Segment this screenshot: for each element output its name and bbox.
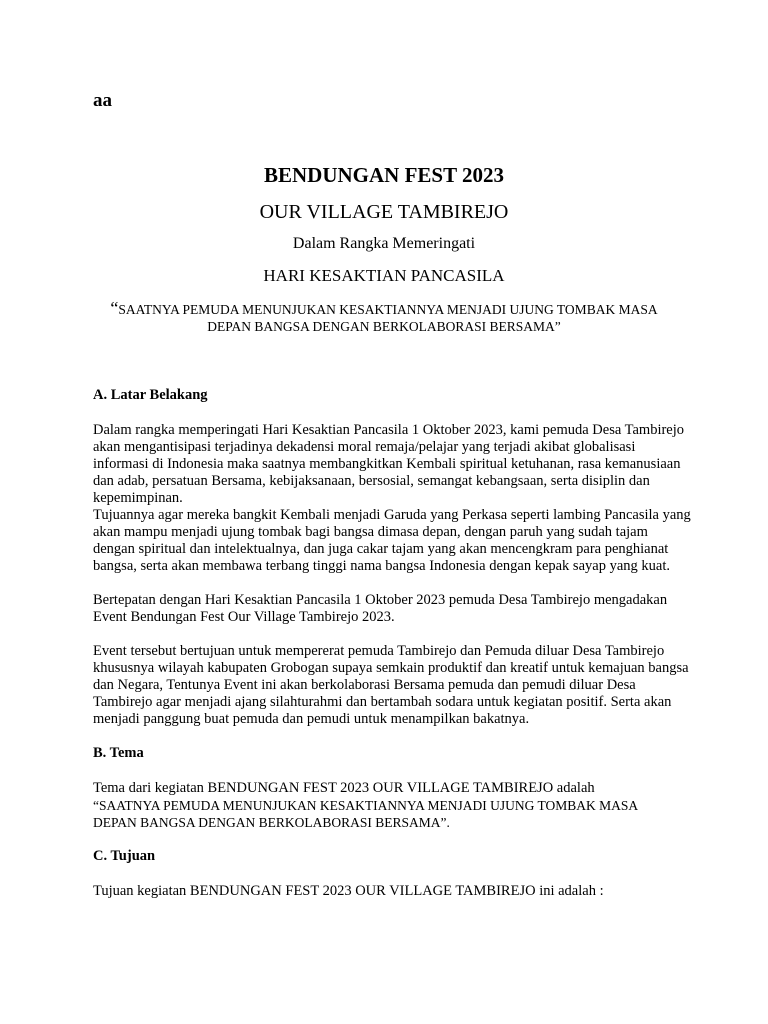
document-subtitle: OUR VILLAGE TAMBIREJO	[259, 201, 509, 223]
paragraph-latar-2: Tujuannya agar mereka bangkit Kembali menjadi Garuda yang Perkasa seperti lambing Pancasila yang akan mampu menjadi ujung tombak bagi bangsa dimasa depan, dengan paruh yang sudah tajam dengan spiritual dan intelektualnya, dan juga cakar tajam yang akan mencengkram para penghianat bangsa, serta akan membawa terbang tinggi nama bangsa Indonesia dengan kepak sayap yang kuat.	[93, 507, 691, 574]
tema-intro: Tema dari kegiatan BENDUNGAN FEST 2023 OUR VILLAGE TAMBIREJO adalah	[93, 780, 595, 796]
occasion-title: HARI KESAKTIAN PANCASILA	[263, 266, 505, 285]
paragraph-latar-3: Bertepatan dengan Hari Kesaktian Pancasila 1 Oktober 2023 pemuda Desa Tambirejo mengadakan Event Bendungan Fest Our Village Tambirejo 2023.	[93, 592, 668, 625]
paragraph-latar-1: Dalam rangka memperingati Hari Kesaktian Pancasila 1 Oktober 2023, kami pemuda Desa Tambirejo akan mengantisipasi terjadinya dekadensi moral remaja/pelajar yang terjadi akibat globalisasi informasi di Indonesia maka saatnya membangkitkan Kembali spiritual ketuhanan, rasa kemanusiaan dan adab, persatuan Bersama, kebijaksanaan, bersosial, semangat kebangsaan, serta disiplin dan kepemimpinan.	[93, 422, 685, 506]
slogan-line-1	[80, 300, 688, 318]
document-body	[93, 387, 693, 917]
occasion-intro: Dalam Rangka Memeringati	[292, 235, 476, 252]
tema-slogan-line-2: DEPAN BANGSA DENGAN BERKOLABORASI BERSAMA”.	[93, 815, 450, 830]
section-heading-tujuan: C. Tujuan	[93, 848, 156, 864]
tema-slogan-line-1: “SAATNYA PEMUDA MENUNJUKAN KESAKTIANNYA MENJADI UJUNG TOMBAK MASA	[93, 798, 639, 813]
paragraph-tujuan-intro: Tujuan kegiatan BENDUNGAN FEST 2023 OUR VILLAGE TAMBIREJO ini adalah :	[93, 883, 604, 899]
section-heading-tema: B. Tema	[93, 745, 144, 761]
section-heading-latar-belakang: A. Latar Belakang	[93, 387, 208, 403]
document-title: BENDUNGAN FEST 2023	[264, 163, 504, 187]
slogan-open-quote: “	[110, 298, 119, 318]
slogan-line-2: DEPAN BANGSA DENGAN BERKOLABORASI BERSAMA”	[207, 319, 561, 334]
paragraph-latar-4: Event tersebut bertujuan untuk mempererat pemuda Tambirejo dan Pemuda diluar Desa Tambirejo khususnya wilayah kabupaten Grobogan supaya semkain produktif dan kreatif untuk kemajuan bangsa dan Negara, Tentunya Event ini akan berkolaborasi Bersama pemuda dan pemudi diluar Desa Tambirejo agar menjadi ajang silahturahmi dan bertambah sodara untuk kegiatan positif. Serta akan menjadi panggung buat pemuda dan pemudi untuk menampilkan bakatnya.	[93, 643, 689, 727]
slogan-line-1-text: SAATNYA PEMUDA MENUNJUKAN KESAKTIANNYA MENJADI UJUNG TOMBAK MASA	[118, 302, 658, 317]
slogan-block	[80, 300, 688, 335]
header-mark: aa	[93, 90, 112, 111]
paragraph-tema	[93, 780, 693, 831]
